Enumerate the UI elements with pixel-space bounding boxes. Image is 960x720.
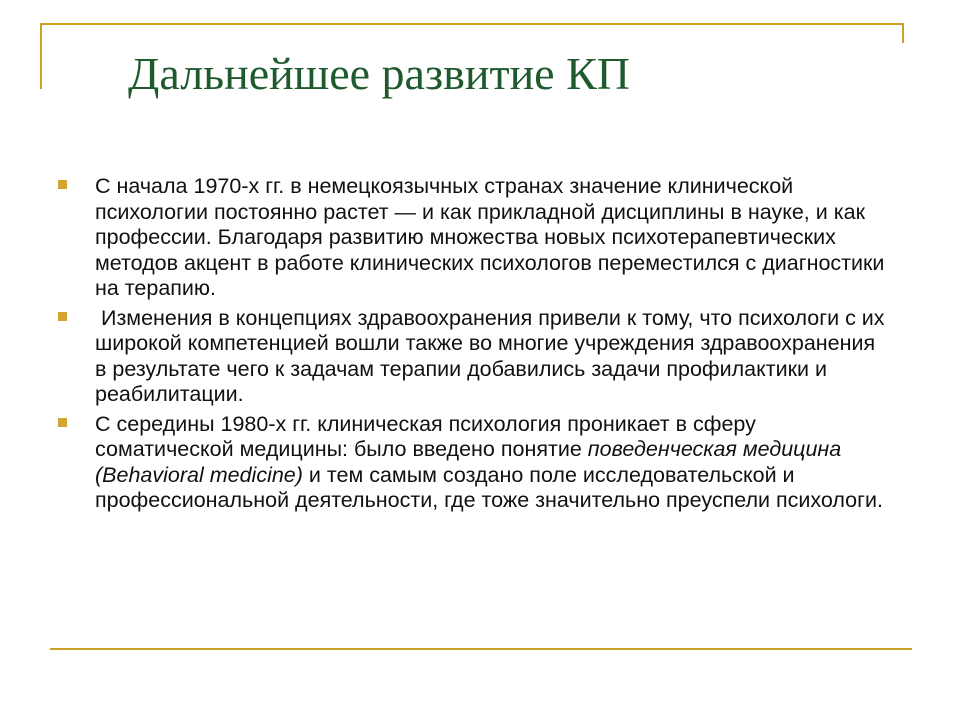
bullet-item-2 xyxy=(58,306,898,408)
frame-right-line xyxy=(902,23,904,43)
frame-left-line xyxy=(40,23,42,89)
bullet-text: С начала 1970-х гг. в немецкоязычных странах значение клинической психологии постоянно растет — и как прикладной дисциплины в науке, и как профессии. Благодаря развитию множества новых психотерапевтических методов акцент в работе клинических психологов переместился с диагностики на терапию. xyxy=(95,174,885,300)
bullet-item-3 xyxy=(58,412,898,514)
square-bullet-icon xyxy=(58,312,67,321)
bullet-text-italic-term: поведенческая медицина (Behavioral medicine) xyxy=(95,437,842,487)
bullet-list xyxy=(58,174,898,518)
bullet-text-after: и тем самым создано поле исследовательской и профессиональной деятельности, где тоже значительно преуспели психологи. xyxy=(95,462,883,512)
bullet-item-1 xyxy=(58,174,898,302)
slide-title: Дальнейшее развитие КП xyxy=(128,48,631,99)
bullet-text-before: С середины 1980-х гг. клиническая психология проникает в сферу соматической медицины: было введено понятие xyxy=(95,411,756,461)
square-bullet-icon xyxy=(58,418,67,427)
square-bullet-icon xyxy=(58,180,67,189)
frame-top-line xyxy=(40,23,904,25)
frame-bottom-line xyxy=(50,648,912,650)
bullet-text: Изменения в концепциях здравоохранения привели к тому, что психологи с их широкой компетенцией вошли также во многие учреждения здравоохранения в результате чего к задачам терапии добавились задачи профилактики и реабилитации. xyxy=(95,305,891,406)
